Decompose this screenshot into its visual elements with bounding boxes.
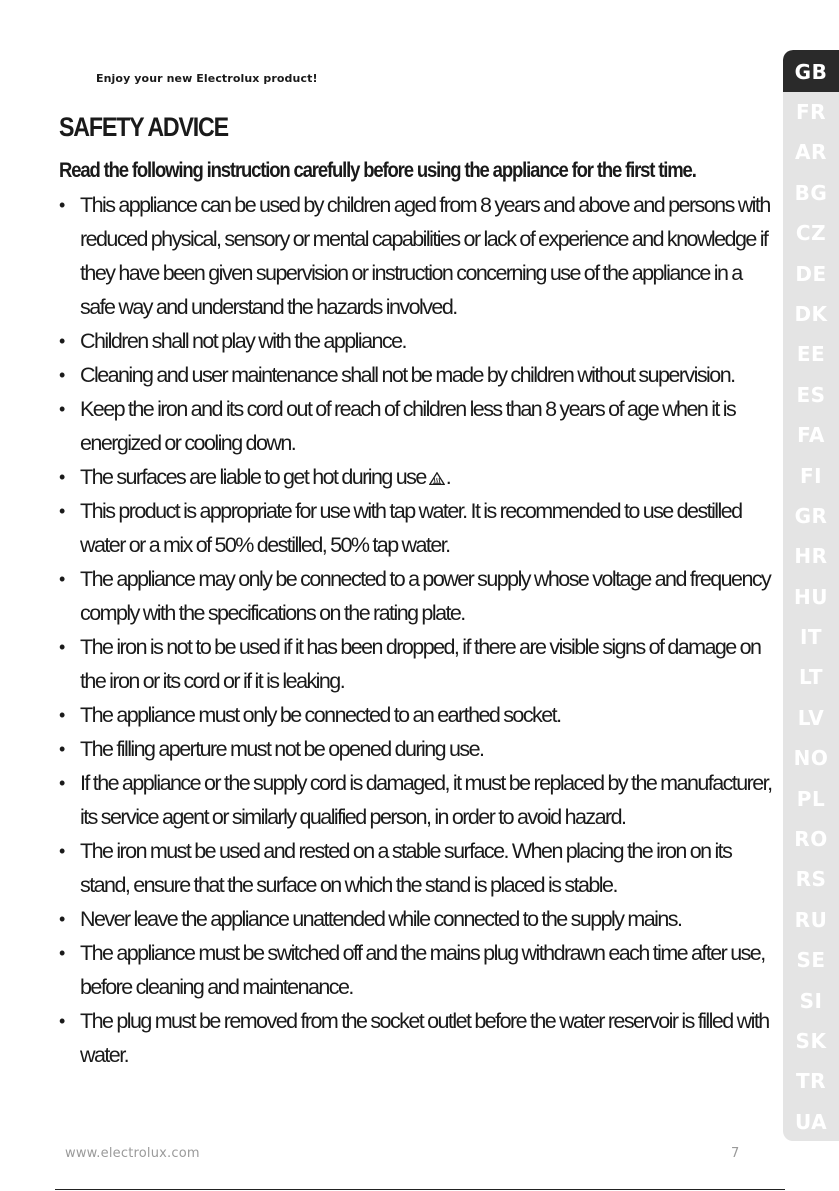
footer-divider	[55, 1189, 785, 1190]
list-item-text: This product is appropriate for use with tap water. It is recommended to use destilled water or a mix of 50% destilled, 50% tap water.	[80, 499, 742, 557]
list-item-text: Keep the iron and its cord out of reach of children less than 8 years of age when it is energized or cooling down.	[80, 397, 736, 455]
hot-surface-warning-icon	[429, 472, 445, 485]
list-item-text: The iron must be used and rested on a stable surface. When placing the iron on its stand, ensure that the surface on which the stand is placed is stable.	[80, 839, 732, 897]
list-item	[59, 494, 780, 562]
list-item-text: This appliance can be used by children aged from 8 years and above and persons with reduced physical, sensory or mental capabilities or lack of experience and knowledge if they have been given supervision or instruction concerning use of the appliance in a safe way and understand the hazards involved.	[80, 193, 770, 319]
list-item-text: The appliance may only be connected to a power supply whose voltage and frequency comply with the specifications on the rating plate.	[80, 567, 771, 625]
safety-advice-list	[59, 188, 772, 1072]
list-item-text: Never leave the appliance unattended while connected to the supply mains.	[80, 907, 682, 931]
footer-url[interactable]: www.electrolux.com	[65, 1146, 200, 1161]
list-item	[59, 188, 780, 324]
list-item-text: The appliance must only be connected to an earthed socket.	[80, 703, 561, 727]
language-tab-si[interactable]: SI	[799, 988, 823, 1013]
language-tab-hu[interactable]: HU	[794, 584, 828, 609]
list-item	[59, 936, 780, 1004]
list-item	[59, 324, 780, 358]
language-tab-ru[interactable]: RU	[794, 907, 828, 932]
language-tab-lv[interactable]: LV	[797, 705, 825, 730]
language-tab-ua[interactable]: UA	[794, 1109, 828, 1134]
bullet: •	[59, 467, 64, 487]
list-item	[59, 834, 780, 902]
bullet: •	[59, 909, 64, 929]
language-tab-sk[interactable]: SK	[795, 1028, 827, 1053]
list-item-text: The filling aperture must not be opened during use.	[80, 737, 484, 761]
list-item-text: Cleaning and user maintenance shall not be made by children without supervision.	[80, 363, 735, 387]
language-tab-bg[interactable]: BG	[794, 180, 828, 205]
bullet: •	[59, 195, 64, 215]
bullet: •	[59, 365, 64, 385]
list-item	[59, 698, 780, 732]
language-tab-cz[interactable]: CZ	[795, 221, 827, 246]
language-tab-fa[interactable]: FA	[797, 423, 825, 448]
list-item-text: The plug must be removed from the socket outlet before the water reservoir is filled with water.	[80, 1009, 769, 1067]
section-intro: Read the following instruction carefully before using the appliance for the first time.	[59, 159, 696, 182]
list-item-suffix: .	[445, 465, 451, 489]
language-tab-fi[interactable]: FI	[799, 463, 823, 488]
language-tab-ar[interactable]: AR	[795, 140, 827, 165]
list-item	[59, 392, 780, 460]
bullet: •	[59, 1011, 64, 1031]
language-tab-fr[interactable]: FR	[795, 100, 827, 124]
language-list	[783, 50, 839, 1141]
bullet: •	[59, 569, 64, 589]
list-item-text: The appliance must be switched off and the mains plug withdrawn each time after use, before cleaning and maintenance.	[80, 941, 765, 999]
list-item-text: Children shall not play with the appliance.	[80, 329, 406, 353]
language-tab-hr[interactable]: HR	[794, 544, 828, 569]
bullet: •	[59, 637, 64, 657]
list-item	[59, 358, 780, 392]
bullet: •	[59, 705, 64, 725]
language-tab-tr[interactable]: TR	[795, 1069, 827, 1094]
bullet: •	[59, 773, 64, 793]
language-tab-rs[interactable]: RS	[795, 867, 827, 892]
list-item	[59, 902, 780, 936]
list-item-text: The iron is not to be used if it has been dropped, if there are visible signs of damage on the iron or its cord or if it is leaking.	[80, 635, 761, 693]
safety-advice-section	[59, 110, 772, 1072]
language-tab-ro[interactable]: RO	[794, 827, 828, 852]
language-tab-no[interactable]: NO	[793, 746, 829, 771]
bullet: •	[59, 739, 64, 759]
page-number: 7	[731, 1146, 740, 1161]
list-item	[59, 1004, 780, 1072]
bullet: •	[59, 841, 64, 861]
tagline: Enjoy your new Electrolux product!	[96, 72, 318, 85]
language-tab-gr[interactable]: GR	[794, 503, 828, 528]
list-item	[59, 766, 780, 834]
language-tab-ee[interactable]: EE	[796, 342, 826, 367]
list-item	[59, 630, 780, 698]
language-tab-de[interactable]: DE	[795, 261, 827, 286]
language-tab-es[interactable]: ES	[796, 382, 826, 407]
list-item	[59, 460, 780, 494]
list-item	[59, 732, 780, 766]
bullet: •	[59, 501, 64, 521]
bullet: •	[59, 399, 64, 419]
language-tab-se[interactable]: SE	[796, 948, 826, 973]
list-item-text: The surfaces are liable to get hot during use	[80, 465, 426, 489]
language-tab-dk[interactable]: DK	[794, 301, 828, 326]
language-tab-lt[interactable]: LT	[798, 665, 824, 690]
section-title: SAFETY ADVICE	[59, 112, 228, 142]
language-tab-it[interactable]: IT	[799, 625, 823, 650]
list-item-text: If the appliance or the supply cord is damaged, it must be replaced by the manufacturer, its service agent or similarly qualified person, in order to avoid hazard.	[80, 771, 772, 829]
bullet: •	[59, 331, 64, 351]
language-tab-pl[interactable]: PL	[796, 786, 826, 811]
bullet: •	[59, 943, 64, 963]
language-tab-strip	[783, 50, 839, 1141]
language-tab-gb[interactable]: GB	[783, 50, 839, 92]
list-item	[59, 562, 780, 630]
